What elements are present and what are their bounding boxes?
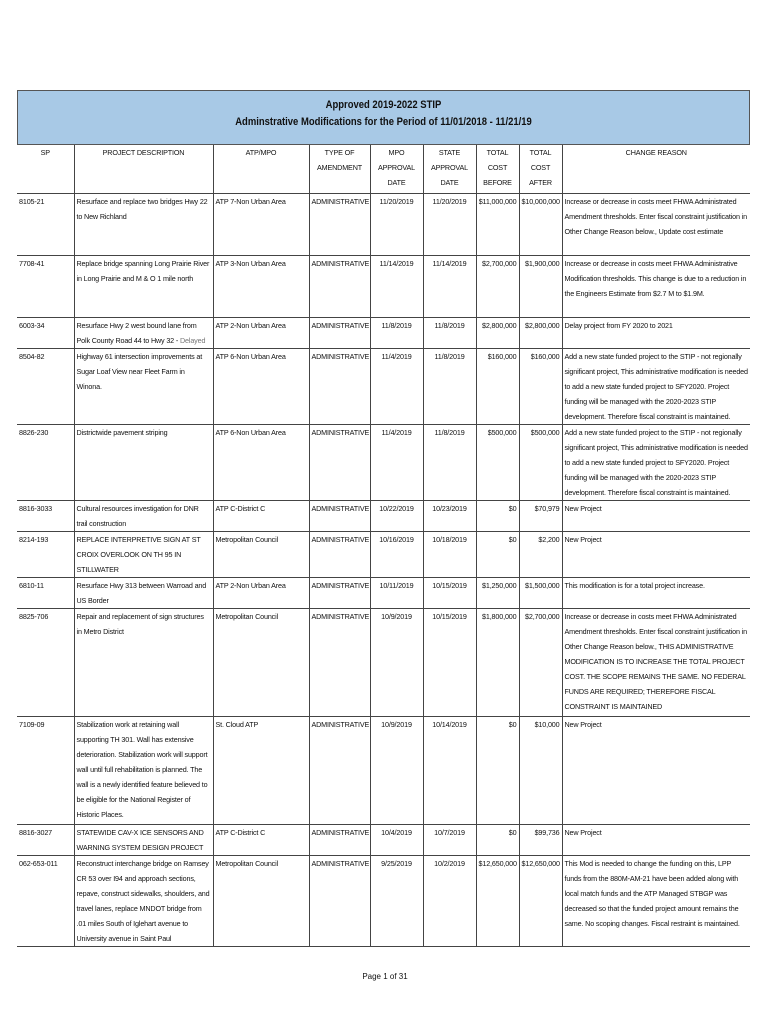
cell-before-text: $0: [508, 504, 517, 513]
cell-before: [476, 532, 519, 578]
cell-atp-text: St. Cloud ATP: [215, 720, 259, 729]
table-row: [17, 318, 750, 349]
cell-atp: [213, 256, 309, 318]
cell-desc-text: Resurface and replace two bridges Hwy 22 to New Richland: [76, 197, 208, 221]
cell-type-text: ADMINISTRATIVE: [311, 535, 370, 544]
cell-state: [423, 194, 476, 256]
cell-before: [476, 609, 519, 717]
cell-type: [309, 318, 370, 349]
cell-mpo: [370, 856, 423, 947]
cell-desc-text: Highway 61 intersection improvements at Sugar Loaf View near Fleet Farm in Winona.: [76, 352, 203, 391]
cell-type-text: ADMINISTRATIVE: [311, 612, 370, 621]
cell-atp-text: ATP 6-Non Urban Area: [215, 352, 286, 361]
cell-desc: [74, 256, 213, 318]
cell-desc: [74, 856, 213, 947]
cell-atp: [213, 825, 309, 856]
col-description: PROJECT DESCRIPTION: [74, 145, 213, 194]
cell-after: [519, 256, 562, 318]
col-sp: SP: [17, 145, 74, 194]
cell-after: [519, 825, 562, 856]
cell-before: [476, 425, 519, 501]
cell-desc: [74, 825, 213, 856]
report-title-banner: [17, 90, 750, 145]
cell-sp: [17, 578, 74, 609]
table-row: [17, 532, 750, 578]
cell-desc-text: Districtwide pavement striping: [76, 428, 168, 437]
cell-type-text: ADMINISTRATIVE: [311, 352, 370, 361]
cell-type-text: ADMINISTRATIVE: [311, 259, 370, 268]
cell-mpo-text: 10/16/2019: [379, 535, 414, 544]
cell-after-text: $10,000,000: [521, 197, 560, 206]
cell-state: [423, 856, 476, 947]
cell-after-text: $2,800,000: [525, 321, 560, 330]
cell-type: [309, 717, 370, 825]
cell-sp: [17, 256, 74, 318]
cell-after-text: $160,000: [530, 352, 560, 361]
cell-state: [423, 425, 476, 501]
modifications-table: [17, 145, 750, 947]
cell-before-text: $2,800,000: [482, 321, 517, 330]
col-cost-after: TOTAL COST AFTER: [519, 145, 562, 194]
cell-after: [519, 578, 562, 609]
cell-atp-text: Metropolitan Council: [215, 859, 279, 868]
cell-desc: [74, 609, 213, 717]
cell-mpo-text: 10/9/2019: [381, 612, 412, 621]
cell-after: [519, 425, 562, 501]
cell-before: [476, 501, 519, 532]
cell-before-text: $1,250,000: [482, 581, 517, 590]
cell-desc: [74, 532, 213, 578]
cell-type-text: ADMINISTRATIVE: [311, 859, 370, 868]
header-row: [17, 145, 750, 194]
cell-type: [309, 532, 370, 578]
cell-before-text: $0: [508, 535, 517, 544]
cell-state: [423, 825, 476, 856]
cell-reason-text: Delay project from FY 2020 to 2021: [564, 321, 673, 330]
cell-sp: [17, 501, 74, 532]
cell-before-text: $160,000: [487, 352, 517, 361]
cell-reason-text: New Project: [564, 504, 602, 513]
cell-before-text: $0: [508, 720, 517, 729]
cell-sp-text: 8105-21: [19, 197, 45, 206]
cell-mpo-text: 10/11/2019: [379, 581, 414, 590]
cell-atp-text: ATP 2-Non Urban Area: [215, 321, 286, 330]
cell-reason-text: New Project: [564, 720, 602, 729]
cell-after: [519, 349, 562, 425]
cell-before: [476, 856, 519, 947]
cell-sp-text: 7109-09: [19, 720, 45, 729]
table-row: [17, 609, 750, 717]
cell-type-text: ADMINISTRATIVE: [311, 581, 370, 590]
cell-reason: [562, 609, 750, 717]
cell-sp: [17, 825, 74, 856]
cell-desc: [74, 194, 213, 256]
cell-type: [309, 609, 370, 717]
cell-after: [519, 318, 562, 349]
cell-after-text: $500,000: [530, 428, 560, 437]
cell-sp-text: 8816-3027: [19, 828, 53, 837]
cell-mpo: [370, 609, 423, 717]
cell-state-text: 11/8/2019: [434, 321, 465, 330]
cell-reason: [562, 717, 750, 825]
cell-state-text: 10/15/2019: [432, 612, 467, 621]
cell-after-text: $1,900,000: [525, 259, 560, 268]
cell-atp: [213, 501, 309, 532]
cell-reason-text: Increase or decrease in costs meet FHWA Administrated Amendment thresholds. Enter fiscal constraint justification in Other Change Reason below., Update cost estimate: [564, 197, 747, 236]
cell-sp-text: 8504-82: [19, 352, 45, 361]
page-number: Page 1 of 31: [362, 972, 408, 981]
cell-atp-text: Metropolitan Council: [215, 612, 279, 621]
col-state-date: STATE APPROVAL DATE: [423, 145, 476, 194]
cell-desc: [74, 501, 213, 532]
cell-mpo: [370, 717, 423, 825]
cell-sp: [17, 349, 74, 425]
cell-sp: [17, 856, 74, 947]
cell-before-text: $2,700,000: [482, 259, 517, 268]
table-row: [17, 578, 750, 609]
cell-desc-text: Resurface Hwy 2 west bound lane from Polk County Road 44 to Hwy 32 -: [76, 321, 197, 345]
cell-type: [309, 856, 370, 947]
cell-reason: [562, 578, 750, 609]
cell-type: [309, 501, 370, 532]
cell-mpo: [370, 425, 423, 501]
cell-sp-text: 6810-11: [19, 581, 44, 590]
cell-before-text: $500,000: [487, 428, 517, 437]
table-row: [17, 194, 750, 256]
cell-state-text: 10/23/2019: [432, 504, 467, 513]
cell-before: [476, 256, 519, 318]
cell-atp: [213, 532, 309, 578]
cell-mpo-text: 11/14/2019: [379, 259, 414, 268]
cell-sp: [17, 717, 74, 825]
cell-reason-text: This modification is for a total project increase.: [564, 581, 705, 590]
cell-desc-text: REPLACE INTERPRETIVE SIGN AT ST CROIX OVERLOOK ON TH 95 IN STILLWATER: [76, 535, 201, 574]
cell-state: [423, 717, 476, 825]
cell-state-text: 11/8/2019: [434, 428, 465, 437]
cell-after-text: $10,000: [534, 720, 560, 729]
delayed-tag: Delayed: [179, 336, 206, 345]
cell-atp: [213, 717, 309, 825]
cell-mpo: [370, 501, 423, 532]
cell-mpo: [370, 349, 423, 425]
col-type: TYPE OF AMENDMENT: [309, 145, 370, 194]
cell-state-text: 11/20/2019: [432, 197, 467, 206]
cell-sp: [17, 425, 74, 501]
cell-before: [476, 194, 519, 256]
cell-reason-text: New Project: [564, 535, 602, 544]
cell-reason-text: Increase or decrease in costs meet FHWA Administrated Amendment thresholds. Enter fiscal constraint justification in Other Change Reason below., THIS ADMINISTRATIVE MODIFICATION IS TO INCREASE THE TOTAL PROJECT COST. THE SCOPE REMAINS THE SAME. NO FEDERAL FUNDS ARE REQUIRED; THEREFORE FISCAL CONSTRAINT IS MAINTAINED: [564, 612, 747, 711]
cell-before: [476, 349, 519, 425]
cell-reason: [562, 256, 750, 318]
cell-mpo: [370, 256, 423, 318]
table-row: [17, 717, 750, 825]
cell-mpo: [370, 318, 423, 349]
cell-sp-text: 7708-41: [19, 259, 45, 268]
cell-type-text: ADMINISTRATIVE: [311, 321, 370, 330]
cell-reason: [562, 194, 750, 256]
cell-reason-text: This Mod is needed to change the funding on this, LPP funds from the 880M-AM-21 have been added along with local match funds and the ATP Managed STBGP was decreased so that the funded project amount remains the same. No scoping changes. Fiscal restraint is maintained.: [564, 859, 740, 928]
cell-reason-text: New Project: [564, 828, 602, 837]
cell-type: [309, 349, 370, 425]
cell-state: [423, 256, 476, 318]
cell-state: [423, 501, 476, 532]
cell-after-text: $12,650,000: [521, 859, 560, 868]
cell-desc: [74, 578, 213, 609]
cell-atp: [213, 578, 309, 609]
table-row: [17, 256, 750, 318]
cell-after: [519, 717, 562, 825]
cell-reason: [562, 425, 750, 501]
cell-type: [309, 825, 370, 856]
cell-desc: [74, 717, 213, 825]
cell-after-text: $70,979: [534, 504, 560, 513]
cell-atp-text: Metropolitan Council: [215, 535, 279, 544]
cell-before: [476, 825, 519, 856]
cell-state: [423, 578, 476, 609]
cell-reason: [562, 318, 750, 349]
cell-atp-text: ATP C-District C: [215, 828, 266, 837]
cell-desc: [74, 349, 213, 425]
cell-reason-text: Increase or decrease in costs meet FHWA Administrative Modification thresholds. This change is due to a reduction in the Engineers Estimate from $2.7 M to $1.9M.: [564, 259, 747, 298]
cell-after-text: $1,500,000: [525, 581, 560, 590]
cell-before-text: $11,000,000: [478, 197, 517, 206]
cell-sp-text: 8816-3033: [19, 504, 53, 513]
cell-after-text: $2,700,000: [525, 612, 560, 621]
cell-before-text: $1,800,000: [482, 612, 517, 621]
cell-state-text: 10/15/2019: [432, 581, 467, 590]
cell-type-text: ADMINISTRATIVE: [311, 828, 370, 837]
cell-mpo-text: 9/25/2019: [381, 859, 412, 868]
cell-mpo-text: 10/4/2019: [381, 828, 412, 837]
cell-atp: [213, 349, 309, 425]
cell-before-text: $12,650,000: [478, 859, 517, 868]
cell-desc-text: Resurface Hwy 313 between Warroad and US Border: [76, 581, 207, 605]
cell-mpo-text: 11/8/2019: [381, 321, 412, 330]
cell-after: [519, 532, 562, 578]
cell-atp: [213, 856, 309, 947]
cell-mpo-text: 11/4/2019: [381, 352, 412, 361]
cell-desc-text: Stabilization work at retaining wall supporting TH 301. Wall has extensive deterioration. Stabilization work will support wall until full rehabilitation is planned. The wall is a newly identified feature believed to be eligible for the National Register of Historic Places.: [76, 720, 208, 819]
cell-atp-text: ATP C-District C: [215, 504, 266, 513]
cell-type: [309, 256, 370, 318]
cell-after-text: $2,200: [538, 535, 560, 544]
cell-mpo: [370, 194, 423, 256]
cell-after: [519, 609, 562, 717]
cell-type: [309, 194, 370, 256]
col-change-reason: CHANGE REASON: [562, 145, 750, 194]
cell-state-text: 10/7/2019: [434, 828, 465, 837]
cell-atp: [213, 318, 309, 349]
table-row: [17, 425, 750, 501]
cell-atp-text: ATP 3-Non Urban Area: [215, 259, 286, 268]
cell-desc-text: Replace bridge spanning Long Prairie River in Long Prairie and M & O 1 mile north: [76, 259, 210, 283]
cell-mpo: [370, 578, 423, 609]
cell-reason: [562, 349, 750, 425]
table-row: [17, 825, 750, 856]
cell-type-text: ADMINISTRATIVE: [311, 428, 370, 437]
col-cost-before: TOTAL COST BEFORE: [476, 145, 519, 194]
cell-desc-text: Repair and replacement of sign structures in Metro District: [76, 612, 204, 636]
cell-after: [519, 501, 562, 532]
cell-desc-text: Cultural resources investigation for DNR trail construction: [76, 504, 199, 528]
cell-desc-text: Reconstruct interchange bridge on Ramsey CR 53 over I94 and approach sections, repave, construct sidewalks, shoulders, and travel lanes, replace MNDOT bridge from .01 miles South of Iglehart avenue to University avenue in Saint Paul: [76, 859, 210, 943]
cell-sp-text: 8826-230: [19, 428, 49, 437]
cell-reason-text: Add a new state funded project to the STIP - not regionally significant project, This administrative modification is needed to add a new state funded project to SFY2020. Project funding will be managed with the 2020-2023 STIP development. Therefore fiscal constraint is maintained.: [564, 352, 748, 421]
cell-mpo-text: 10/9/2019: [381, 720, 412, 729]
cell-state: [423, 318, 476, 349]
table-row: [17, 349, 750, 425]
cell-desc: [74, 318, 213, 349]
cell-state-text: 10/18/2019: [432, 535, 467, 544]
cell-state: [423, 349, 476, 425]
cell-after: [519, 194, 562, 256]
table-row: [17, 501, 750, 532]
col-mpo-date: MPO APPROVAL DATE: [370, 145, 423, 194]
cell-after: [519, 856, 562, 947]
cell-type: [309, 578, 370, 609]
cell-desc: [74, 425, 213, 501]
cell-before-text: $0: [508, 828, 517, 837]
cell-before: [476, 717, 519, 825]
cell-mpo-text: 11/20/2019: [379, 197, 414, 206]
cell-desc-text: STATEWIDE CAV-X ICE SENSORS AND WARNING SYSTEM DESIGN PROJECT: [76, 828, 204, 852]
cell-atp-text: ATP 7-Non Urban Area: [215, 197, 286, 206]
cell-type: [309, 425, 370, 501]
cell-reason: [562, 501, 750, 532]
cell-sp-text: 8214-193: [19, 535, 49, 544]
cell-state-text: 11/8/2019: [434, 352, 465, 361]
cell-sp-text: 8825-706: [19, 612, 49, 621]
cell-mpo-text: 10/22/2019: [379, 504, 414, 513]
cell-atp: [213, 425, 309, 501]
report-subtitle: Adminstrative Modifications for the Period of 11/01/2018 - 11/21/19: [235, 116, 532, 128]
cell-before: [476, 318, 519, 349]
cell-atp-text: ATP 6-Non Urban Area: [215, 428, 286, 437]
cell-reason: [562, 825, 750, 856]
cell-sp: [17, 532, 74, 578]
cell-sp: [17, 318, 74, 349]
cell-reason: [562, 532, 750, 578]
cell-state: [423, 609, 476, 717]
cell-atp: [213, 609, 309, 717]
cell-mpo: [370, 532, 423, 578]
cell-before: [476, 578, 519, 609]
cell-type-text: ADMINISTRATIVE: [311, 720, 370, 729]
cell-mpo-text: 11/4/2019: [381, 428, 412, 437]
table-row: [17, 856, 750, 947]
cell-sp-text: 6003-34: [19, 321, 45, 330]
cell-state-text: 10/2/2019: [434, 859, 465, 868]
cell-sp: [17, 609, 74, 717]
cell-sp-text: 062-653-011: [19, 859, 58, 868]
cell-atp: [213, 194, 309, 256]
report-title: Approved 2019-2022 STIP: [325, 99, 442, 111]
cell-type-text: ADMINISTRATIVE: [311, 197, 370, 206]
cell-reason-text: Add a new state funded project to the STIP - not regionally significant project, This administrative modification is needed to add a new state funded project to SFY2020. Project funding will be managed with the 2020-2023 STIP development. Therefore fiscal constraint is maintained.: [564, 428, 748, 497]
cell-type-text: ADMINISTRATIVE: [311, 504, 370, 513]
cell-sp: [17, 194, 74, 256]
cell-mpo: [370, 825, 423, 856]
cell-after-text: $99,736: [534, 828, 560, 837]
cell-atp-text: ATP 2-Non Urban Area: [215, 581, 286, 590]
cell-reason: [562, 856, 750, 947]
cell-state: [423, 532, 476, 578]
cell-state-text: 10/14/2019: [432, 720, 467, 729]
col-atp-mpo: ATP/MPO: [213, 145, 309, 194]
cell-state-text: 11/14/2019: [432, 259, 467, 268]
